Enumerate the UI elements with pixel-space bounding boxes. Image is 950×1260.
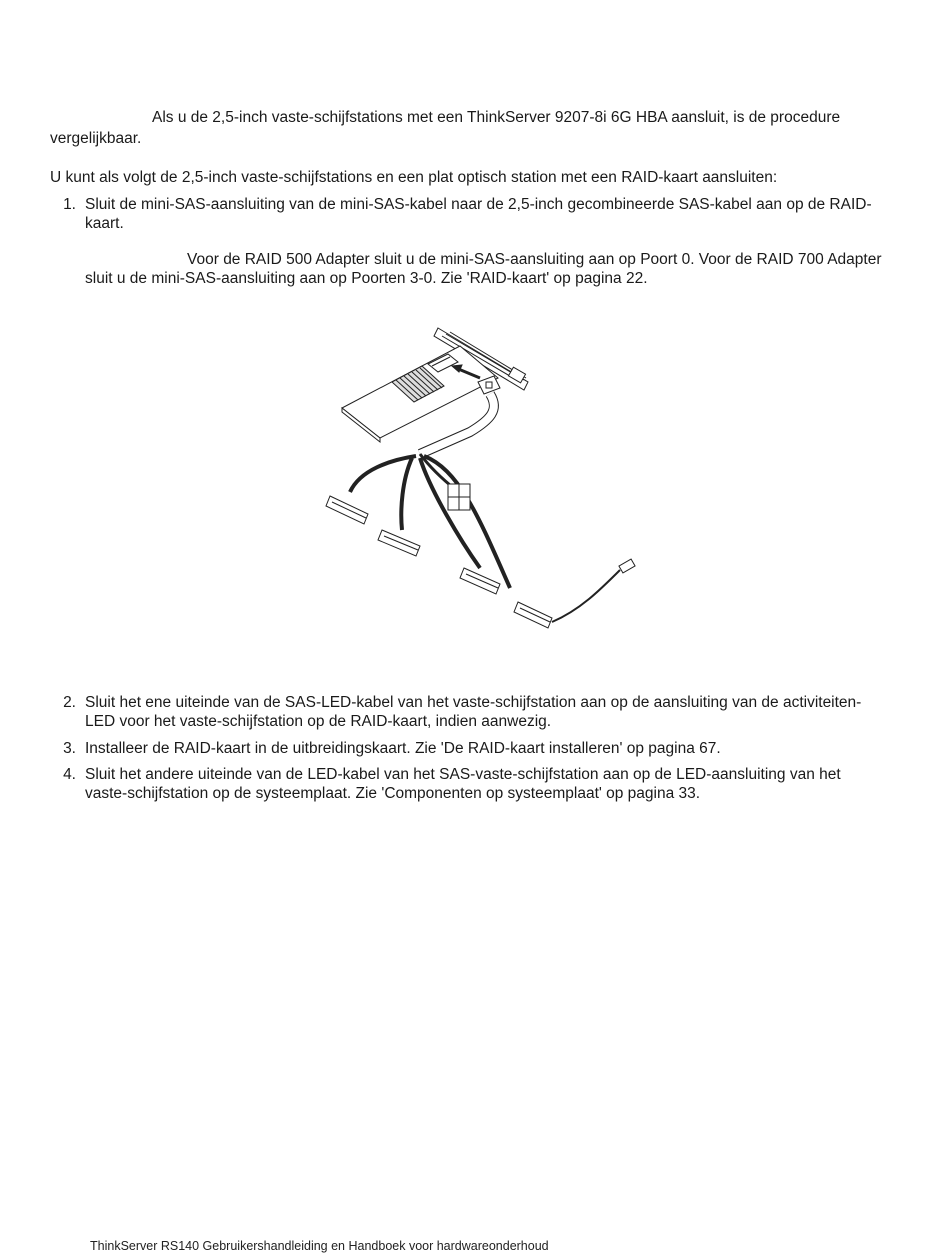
step-text: Sluit de mini-SAS-aansluiting van de mini-SAS-kabel naar de 2,5-inch gecombineerde SAS-kabel aan op de RAID-kaart. — [85, 196, 872, 232]
step-text: Sluit het andere uiteinde van de LED-kabel van het SAS-vaste-schijfstation aan op de LED-aansluiting van het vaste-schijfstation op de systeemplaat. Zie 'Componenten op systeemplaat' op pagina 33. — [85, 766, 841, 802]
page-footer: ThinkServer RS140 Gebruikershandleiding en Handboek voor hardwareonderhoud — [90, 1239, 549, 1253]
sas-connector-2 — [378, 530, 420, 556]
step-number: 2. — [63, 694, 76, 711]
list-item-step-4 — [50, 765, 880, 803]
branch-cables — [350, 454, 510, 588]
led-cable — [552, 559, 635, 622]
step-text: Installeer de RAID-kaart in de uitbreidingskaart. Zie 'De RAID-kaart installeren' op pagina 67. — [85, 740, 721, 757]
step-number: 1. — [63, 196, 76, 213]
sas-connector-1 — [326, 496, 368, 524]
step-number: 4. — [63, 766, 76, 783]
list-item-step-1 — [50, 195, 880, 233]
step-number: 3. — [63, 740, 76, 757]
sas-connector-3 — [460, 568, 500, 594]
raid-card-cable-illustration — [320, 320, 650, 650]
sas-connector-4 — [514, 602, 552, 628]
step-1-note: Voor de RAID 500 Adapter sluit u de mini-SAS-aansluiting aan op Poort 0. Voor de RAID 700 Adapter sluit u de mini-SAS-aansluiting aan op Poorten 3-0. Zie 'RAID-kaart' op pagina 22. — [85, 251, 882, 287]
list-item-step-3 — [50, 739, 880, 758]
note-hba-paragraph: Als u de 2,5-inch vaste-schijfstations met een ThinkServer 9207-8i 6G HBA aansluit, is de procedure vergelijkbaar. — [50, 109, 841, 147]
step-text: Sluit het ene uiteinde van de SAS-LED-kabel van het vaste-schijfstation aan op de aansluiting van de activiteiten-LED voor het vaste-schijfstation op de RAID-kaart, indien aanwezig. — [85, 694, 862, 730]
intro-paragraph: U kunt als volgt de 2,5-inch vaste-schijfstations en een plat optisch station met een RAID-kaart aansluiten: — [50, 169, 778, 186]
list-item-step-2 — [50, 693, 880, 731]
power-connector — [448, 484, 470, 510]
